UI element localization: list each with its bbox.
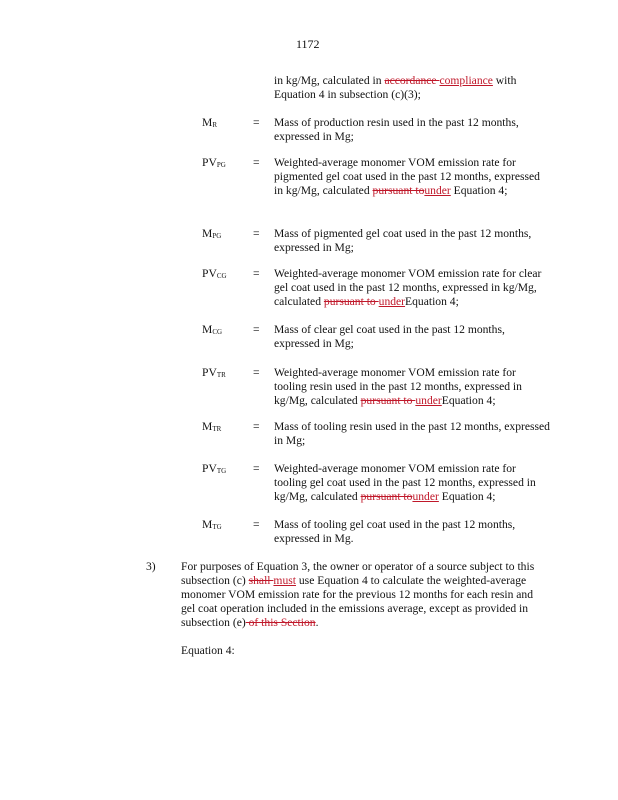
definition-text: Mass of pigmented gel coat used in the past 12 months, expressed in Mg; [274, 227, 532, 254]
definition-text: Mass of production resin used in the past 12 months, expressed in Mg; [274, 116, 519, 143]
symbol: $PV_{PG}$ [202, 156, 226, 169]
symbol: $M_R$ [202, 116, 217, 129]
deleted-text: pursuant to [360, 394, 416, 407]
equals-sign: = [253, 156, 260, 169]
equals-sign: = [253, 420, 260, 433]
definition-text: Mass of tooling gel coat used in the past 12 months, expressed in Mg. [274, 518, 516, 545]
definition-text: Weighted-average monomer VOM emission rate for tooling resin used in the past 12 months, expressed in kg/Mg, calculated pursuant to underEquation 4; [274, 366, 522, 407]
symbol: $PV_{TG}$ [202, 462, 227, 475]
deleted-text: pursuant to [323, 295, 379, 308]
inserted-text: under [412, 490, 439, 503]
inserted-text: under [415, 394, 442, 407]
symbol: $M_{PG}$ [202, 227, 222, 240]
definition-text: Weighted-average monomer VOM emission rate for tooling gel coat used in the past 12 months, expressed in kg/Mg, calculated pursuant tounder Equation 4; [274, 462, 536, 503]
deleted-text: pursuant to [372, 184, 425, 197]
continuation-text: in kg/Mg, calculated in accordance compliance with Equation 4 in subsection (c)(3); [274, 74, 517, 101]
equals-sign: = [253, 267, 260, 280]
deleted-text: accordance [384, 74, 440, 87]
definition-text: Weighted-average monomer VOM emission rate for pigmented gel coat used in the past 12 months, expressed in kg/Mg, calculated pursuant tounder Equation 4; [274, 156, 540, 197]
inserted-text: must [273, 574, 296, 587]
symbol: $M_{TG}$ [202, 518, 222, 531]
inserted-text: compliance [439, 74, 493, 87]
paragraph-number: 3) [146, 560, 156, 573]
equals-sign: = [253, 462, 260, 475]
equals-sign: = [253, 227, 260, 240]
deleted-text: of this Section [245, 616, 316, 629]
symbol: $PV_{CG}$ [202, 267, 227, 280]
deleted-text: shall [248, 574, 274, 587]
equals-sign: = [253, 323, 260, 336]
paragraph-3: For purposes of Equation 3, the owner or operator of a source subject to this subsection (c) shall must use Equation 4 to calculate the weighted-average monomer VOM emission rate for the previous 12 months for each resin and gel coat operation included in the emissions average, except as provided in subsection (e) of this Section. [181, 560, 535, 629]
equals-sign: = [253, 518, 260, 531]
equals-sign: = [253, 366, 260, 379]
inserted-text: under [424, 184, 451, 197]
definition-text: Mass of tooling resin used in the past 12 months, expressed in Mg; [274, 420, 550, 447]
symbol: $PV_{TR}$ [202, 366, 226, 379]
page-number: 1172 [296, 37, 320, 51]
equals-sign: = [253, 116, 260, 129]
deleted-text: pursuant to [360, 490, 413, 503]
definition-text: Weighted-average monomer VOM emission rate for clear gel coat used in the past 12 months, expressed in kg/Mg, calculated pursuant to underEquation 4; [274, 267, 542, 308]
symbol: $M_{CG}$ [202, 323, 223, 336]
definition-text: Mass of clear gel coat used in the past 12 months, expressed in Mg; [274, 323, 505, 350]
inserted-text: under [378, 295, 406, 308]
equation-label: Equation 4: [181, 644, 235, 657]
symbol: $M_{TR}$ [202, 420, 222, 433]
